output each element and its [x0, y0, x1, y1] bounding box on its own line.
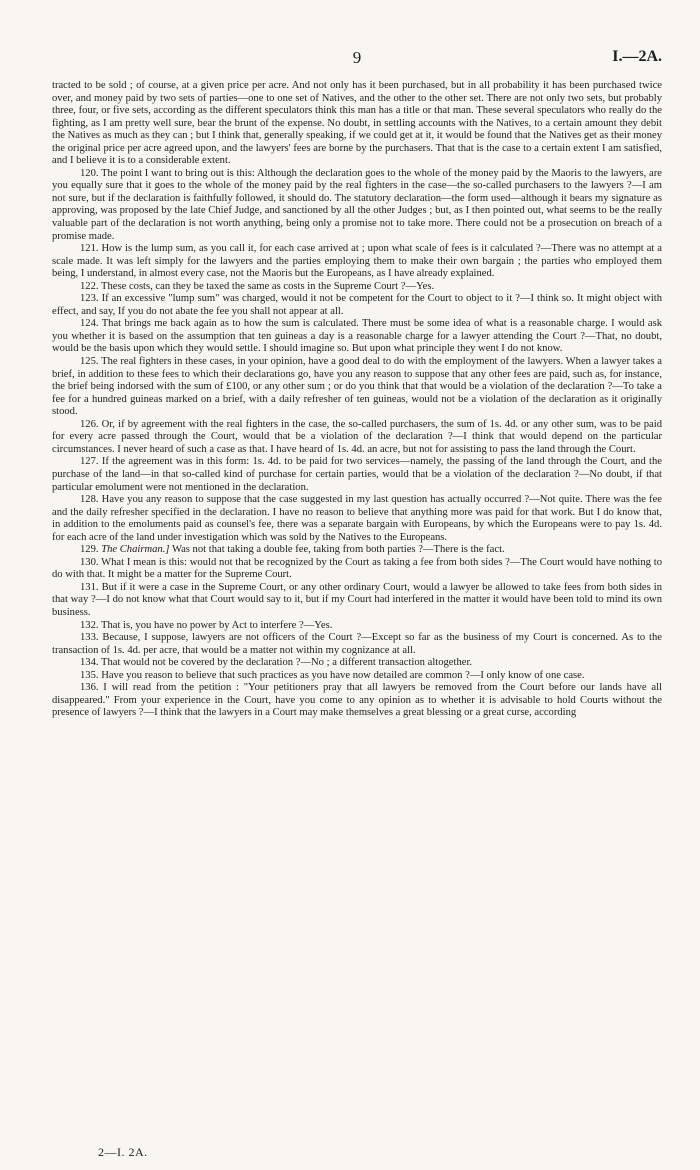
question-130: 130. What I mean is this: would not that be recognized by the Court as taking a fee from both sides ?—The Court would have nothing to do with that. It might be a matter for the Supreme Court.: [52, 556, 662, 581]
question-129: [52, 544, 662, 557]
question-128: 128. Have you any reason to suppose that the case suggested in my last question has actually occurred ?—Not quite. There was the fee and the daily refresher specified in the declaration. I have no reason to believe that anything more was paid for that work. But I do know that, in addition to the emoluments paid as counsel's fee, there was a separate bargain with Europeans, by which the Europeans were to pay 1s. 4d. for each acre of the land under investigation which was sold by the Natives to the Europeans.: [52, 494, 662, 543]
paragraph-continued: tracted to be sold ; of course, at a given price per acre. And not only has it been purchased, but in all probability it has been purchased twice over, and money paid by two sets of parties—one to one set of Natives, and the other to the other set. There are not only two sets, but probably three, four, or five sets, according as the different speculators think this man has a title or that man. These several speculators who really do the fighting, as I am pretty well sure, bear the brunt of the expense. No doubt, in settling accounts with the Natives, to a certain amount they debit the Natives as much as they can ; but I think that, generally speaking, if we could get at it, it would be found that the Natives get as their money the original price per acre agreed upon, and the lawyers' fees are borne by the purchasers. That that is the case to a certain extent I am satisfied, and I believe it is to a considerable extent.: [52, 80, 662, 167]
page-header: [52, 48, 662, 70]
question-135: 135. Have you reason to believe that such practices as you have now detailed are common ?—I only know of one case.: [80, 669, 585, 681]
body-text: [52, 80, 662, 720]
page-signature: 2—I. 2A.: [98, 1145, 148, 1159]
question-127: 127. If the agreement was in this form: 1s. 4d. to be paid for two services—namely, the passing of the land through the Court, and the purchase of the land—in that so-called kind of purchase for certain parties, would that be a violation of the declaration ?—No doubt, if that particular emolument were not mentioned in the declaration.: [52, 456, 662, 493]
question-132: 132. That is, you have no power by Act to interfere ?—Yes.: [80, 619, 333, 631]
question-number: 129.: [80, 544, 102, 556]
question-122: 122. These costs, can they be taxed the same as costs in the Supreme Court ?—Yes.: [80, 280, 435, 292]
question-136: 136. I will read from the petition : "Your petitioners pray that all lawyers be removed from the Court before our lands have all disappeared." From your experience in the Court, have you come to any opinion as to whether it is advisable to hold Courts without the presence of lawyers ?—I think that the lawyers in a Court may make themselves a great blessing or a great curse, according: [52, 682, 662, 719]
question-125: 125. The real fighters in these cases, in your opinion, have a good deal to do with the employment of the lawyers. When a lawyer takes a brief, in addition to these fees to which their declarations go, have you any reason to suppose that any other fees are paid, such as, for instance, the brief being indorsed with the sum of £100, or any other sum ; or do you think that that would be a violation of the declaration ?—To take a fee for a hundred guineas marked on a brief, with a daily refresher of ten guineas, would not be a violation of the declaration as it originally stood.: [52, 356, 662, 418]
question-131: 131. But if it were a case in the Supreme Court, or any other ordinary Court, would a lawyer be allowed to take fees from both sides in that way ?—I do not know what that Court would say to it, but if my Court had interfered in the matter it would have been told to mind its own business.: [52, 581, 662, 618]
question-121: 121. How is the lump sum, as you call it, for each case arrived at ; upon what scale of fees is it calculated ?—There was no attempt at a scale made. It was left simply for the lawyers and the parties employing them to make their own bargain ; the parties who employed them being, I understand, in almost every case, not the Maoris but the Europeans, as I have already explained.: [52, 243, 662, 280]
question-133: 133. Because, I suppose, lawyers are not officers of the Court ?—Except so far as the business of my Court is concerned. As to the transaction of 1s. 4d. per acre, that would be a matter not within my cognizance at all.: [52, 632, 662, 656]
question-123: 123. If an excessive "lump sum" was charged, would it not be competent for the Court to object to it ?—I think so. It might object with effect, and say, If you do not abate the fee you shall not appear at all.: [52, 293, 662, 317]
document-reference: I.—2A.: [612, 48, 662, 65]
question-124: 124. That brings me back again as to how the sum is calculated. There must be some idea of what is a reasonable charge. I would ask you whether it is based on the assumption that ten guineas a day is a reasonable charge for a lawyer attending the Court ?—That, no doubt, would be the basis upon which they would settle. I should imagine so. But upon what principle they went I do not know.: [52, 318, 662, 355]
question-126: 126. Or, if by agreement with the real fighters in the case, the so-called purchasers, the sum of 1s. 4d. or any other sum, was to be paid for every acre passed through the Court, would that be a violation of the declaration ?—I think that would depend on the particular circumstances. I never heard of such a case as that. I have heard of 1s. 4d. an acre, but not for assisting to pass the land through the Court.: [52, 418, 662, 455]
question-134: 134. That would not be covered by the declaration ?—No ; a different transaction altogether.: [80, 657, 473, 669]
page-number: 9: [352, 48, 362, 67]
question-text: Was not that taking a double fee, taking from both parties ?—There is the fact.: [171, 544, 505, 556]
speaker-label: The Chairman.]: [101, 544, 170, 556]
question-120: 120. The point I want to bring out is this: Although the declaration goes to the whole of the money paid by the Maoris to the lawyers, are you equally sure that it goes to the whole of the money paid by the real fighters in the case—the so-called purchasers to the lawyers ?—I am not sure, but if the declaration is faithfully followed, it should do. The statutory declaration—the form used—although it bears my signature as approving, was proposed by the late Chief Judge, and sanctioned by all the other Judges ; but, as I then pointed out, what seems to be the really valuable part of the declaration is not worth anything, being only a promise not to take more. There could not be a prosecution on breach of a promise made.: [52, 167, 662, 242]
